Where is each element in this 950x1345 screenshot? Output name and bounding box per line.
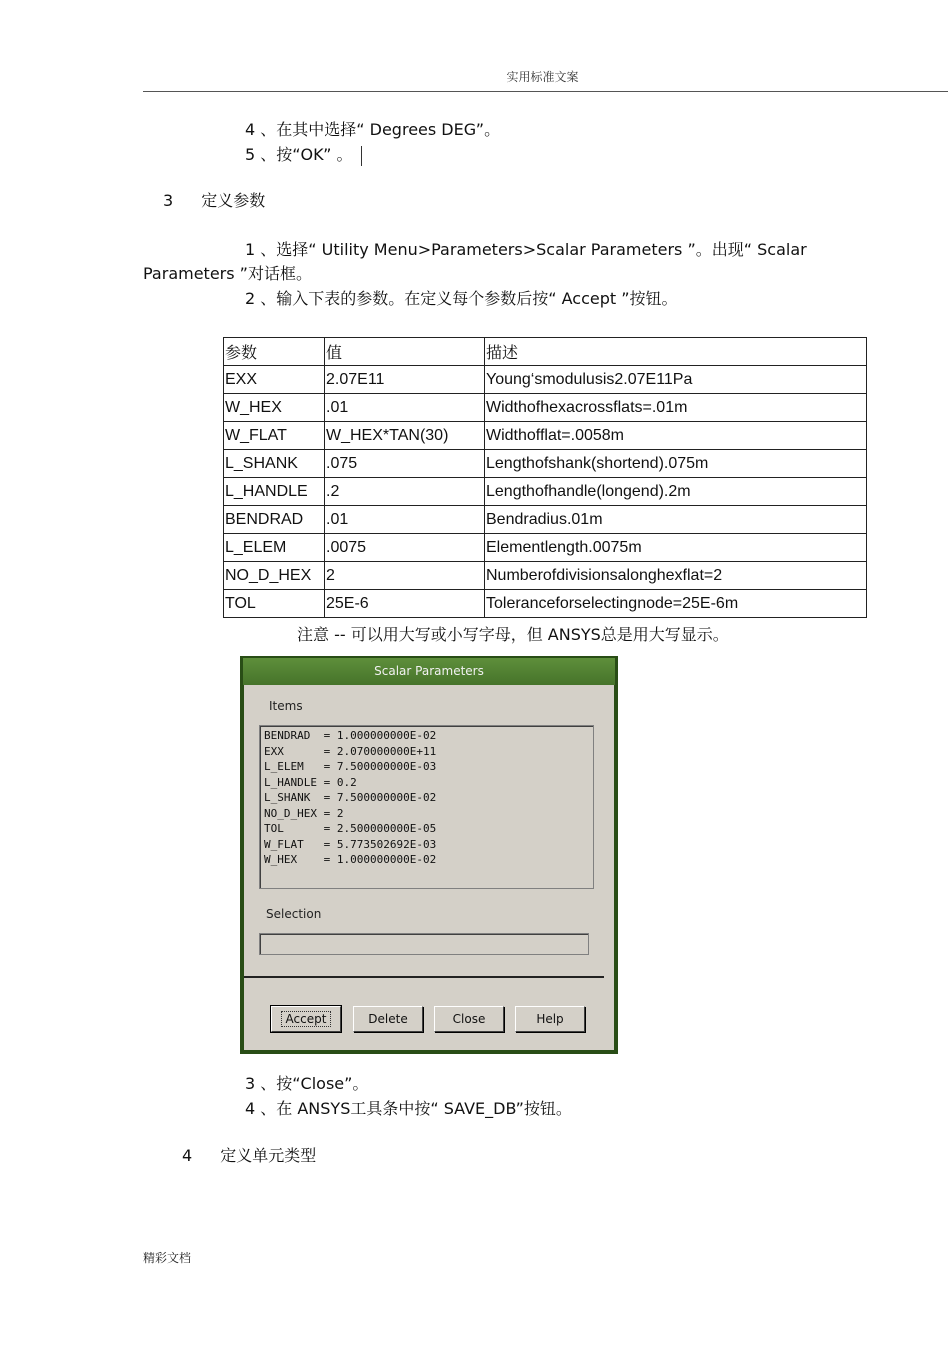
section-4-number: 4 <box>182 1146 193 1165</box>
table-cell: .075 <box>325 450 485 478</box>
table-cell: .0075 <box>325 534 485 562</box>
table-cell: L_HANDLE <box>224 478 325 506</box>
list-item[interactable]: NO_D_HEX = 2 <box>264 806 344 820</box>
table-cell: 2 <box>325 562 485 590</box>
table-cell: .2 <box>325 478 485 506</box>
table-cell: TOL <box>224 590 325 618</box>
table-row <box>224 422 867 450</box>
list-item[interactable]: L_SHANK = 7.500000000E-02 <box>264 791 437 804</box>
table-cell: 25E-6 <box>325 590 485 618</box>
table-row <box>224 534 867 562</box>
list-item[interactable]: W_HEX = 1.000000000E-02 <box>264 853 437 866</box>
accept-button[interactable] <box>271 1006 341 1032</box>
table-cell: Widthofflat=.0058m <box>485 422 867 450</box>
table-cell: 2.07E11 <box>325 366 485 394</box>
table-cell: Young‘smodulusis2.07E11Pa <box>485 366 867 394</box>
delete-button[interactable]: Delete <box>353 1006 423 1032</box>
selection-label: Selection <box>266 907 322 921</box>
step-1-line2: Parameters ”对话框。 <box>143 264 312 283</box>
dialog-body <box>244 685 614 1050</box>
table-row <box>224 394 867 422</box>
items-listbox[interactable] <box>259 725 594 889</box>
table-cell: Elementlength.0075m <box>485 534 867 562</box>
table-cell: .01 <box>325 394 485 422</box>
selection-input[interactable] <box>259 933 589 955</box>
table-row <box>224 590 867 618</box>
text-cursor <box>361 146 362 166</box>
list-item[interactable]: L_HANDLE = 0.2 <box>264 775 357 789</box>
accept-button-label: Accept <box>281 1011 332 1027</box>
table-row <box>224 506 867 534</box>
table-cell: L_ELEM <box>224 534 325 562</box>
table-cell: Toleranceforselectingnode=25E-6m <box>485 590 867 618</box>
table-cell: EXX <box>224 366 325 394</box>
items-label: Items <box>269 699 303 713</box>
case-note: 注意 -- 可以用大写或小写字母，但 ANSYS总是用大写显示。 <box>297 625 729 644</box>
section-3-number: 3 <box>163 191 174 210</box>
table-header-cell: 描述 <box>485 338 867 366</box>
section-3-title: 定义参数 <box>201 191 266 210</box>
table-cell: Lengthofhandle(longend).2m <box>485 478 867 506</box>
items-list <box>261 728 436 868</box>
scalar-parameters-dialog <box>240 656 618 1054</box>
list-item[interactable]: L_ELEM = 7.500000000E-03 <box>264 760 437 773</box>
table-cell: L_SHANK <box>224 450 325 478</box>
table-row <box>224 478 867 506</box>
step-5-press-ok <box>245 145 362 166</box>
header-rule <box>143 91 948 92</box>
section-4-heading <box>182 1146 316 1166</box>
section-4-title: 定义单元类型 <box>220 1146 317 1165</box>
step-4-save-db: 4 、在 ANSYS工具条中按“ SAVE_DB”按钮。 <box>245 1099 572 1118</box>
table-cell: W_FLAT <box>224 422 325 450</box>
table-cell: W_HEX <box>224 394 325 422</box>
dialog-separator <box>244 976 604 978</box>
table-row <box>224 562 867 590</box>
list-item[interactable]: TOL = 2.500000000E-05 <box>264 822 437 835</box>
section-3-heading <box>163 191 265 211</box>
table-cell: BENDRAD <box>224 506 325 534</box>
close-button[interactable]: Close <box>434 1006 504 1032</box>
list-item[interactable]: W_FLAT = 5.773502692E-03 <box>264 837 437 851</box>
table-row <box>224 450 867 478</box>
step-4-select-degrees: 4 、在其中选择“ Degrees DEG”。 <box>245 120 501 139</box>
list-item[interactable]: EXX = 2.070000000E+11 <box>264 744 437 758</box>
step-2-instructions: 2 、输入下表的参数。在定义每个参数后按“ Accept ”按钮。 <box>245 289 678 308</box>
table-cell: Numberofdivisionsalonghexflat=2 <box>485 562 867 590</box>
table-row <box>224 366 867 394</box>
step-3-press-close: 3 、按“Close”。 <box>245 1074 369 1093</box>
table-cell: Widthofhexacrossflats=.01m <box>485 394 867 422</box>
table-cell: .01 <box>325 506 485 534</box>
step-5-text: 5 、按“OK” 。 <box>245 145 353 164</box>
table-cell: NO_D_HEX <box>224 562 325 590</box>
parameters-table <box>223 337 867 618</box>
table-header-row <box>224 338 867 366</box>
list-item[interactable]: BENDRAD = 1.000000000E-02 <box>264 729 437 742</box>
dialog-title-bar: Scalar Parameters <box>243 658 615 685</box>
help-button[interactable]: Help <box>515 1006 585 1032</box>
table-header-cell: 值 <box>325 338 485 366</box>
table-cell: Lengthofshank(shortend).075m <box>485 450 867 478</box>
step-1-line1: 1 、选择“ Utility Menu>Parameters>Scalar Parameters ”。出现“ Scalar <box>245 240 807 259</box>
table-cell: W_HEX*TAN(30) <box>325 422 485 450</box>
table-cell: Bendradius.01m <box>485 506 867 534</box>
table-header-cell: 参数 <box>224 338 325 366</box>
page-header: 实用标准文案 <box>506 70 579 84</box>
page-footer: 精彩文档 <box>143 1251 192 1265</box>
